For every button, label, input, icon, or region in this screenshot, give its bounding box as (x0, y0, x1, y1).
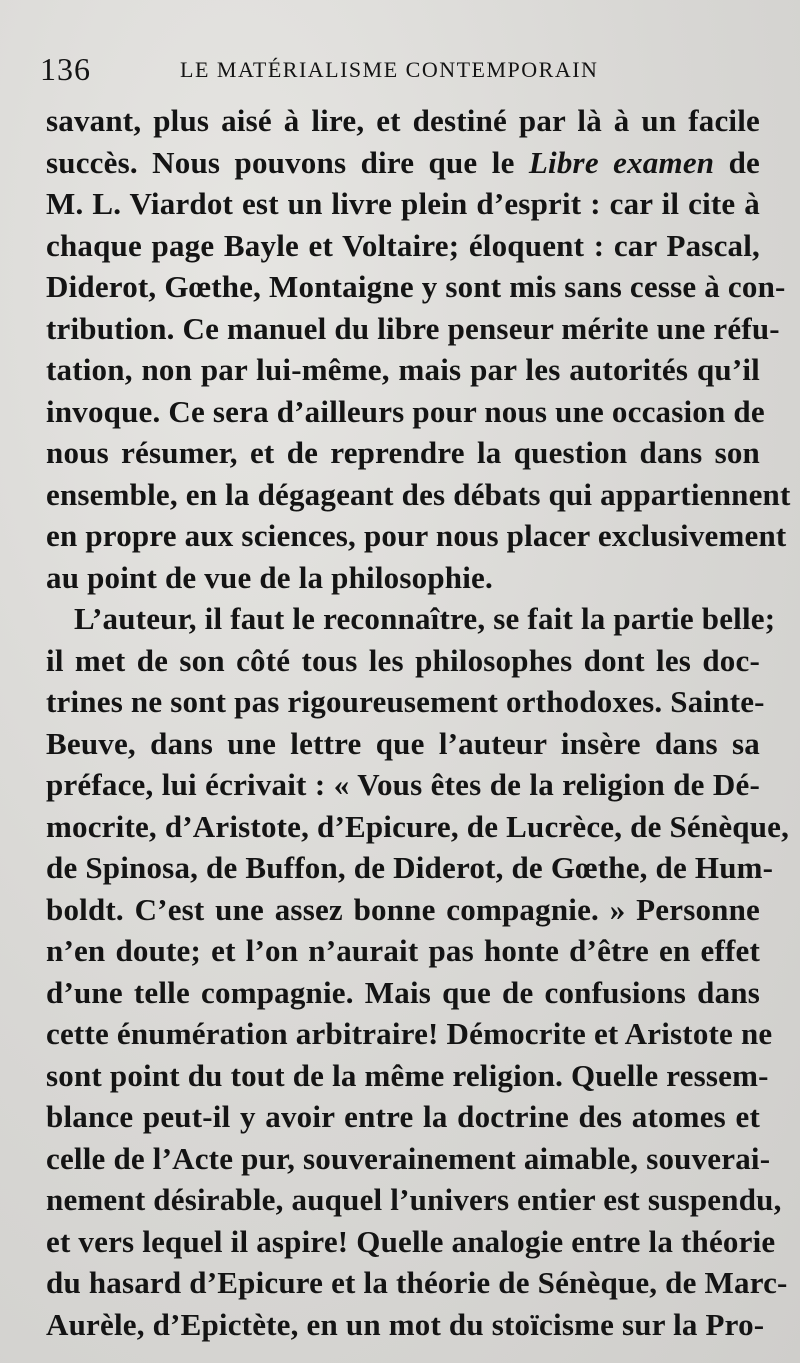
text-line: M. L. Viardot est un livre plein d’esprit : car il cite à (46, 186, 760, 221)
text-line: boldt. C’est une assez bonne compagnie. » Personne (46, 891, 760, 927)
text-line: Diderot, Gœthe, Montaigne y sont mis sans cesse à con- (46, 269, 786, 304)
text-line: au point de vue de la philosophie. (46, 559, 493, 595)
text-line: savant, plus aisé à lire, et destiné par là à un facile (46, 103, 760, 138)
text-line: préface, lui écrivait : « Vous êtes de la religion de Dé- (46, 767, 760, 802)
text-line: Aurèle, d’Epictète, en un mot du stoïcisme sur la Pro- (46, 1306, 765, 1342)
text-line: en propre aux sciences, pour nous placer exclusivement (46, 518, 787, 553)
body-text (46, 100, 791, 1345)
text-line: tribution. Ce manuel du libre penseur mérite une réfu- (46, 310, 780, 346)
text-line: n’en doute; et l’on n’aurait pas honte d’être en effet (46, 933, 760, 968)
text-line: sont point du tout de la même religion. Quelle ressem- (46, 1057, 769, 1093)
text-line: et vers lequel il aspire! Quelle analogie entre la théorie (46, 1223, 776, 1259)
text-line: cette énumération arbitraire! Démocrite et Aristote ne (46, 1016, 773, 1051)
text-line: mocrite, d’Aristote, d’Epicure, de Lucrèce, de Sénèque, (46, 808, 790, 844)
text-line: du hasard d’Epicure et la théorie de Sénèque, de Marc- (46, 1265, 788, 1300)
page-header (40, 44, 760, 94)
text-line: chaque page Bayle et Voltaire; éloquent : car Pascal, (46, 227, 760, 263)
text-line: invoque. Ce sera d’ailleurs pour nous une occasion de (46, 393, 765, 429)
running-title: LE MATÉRIALISME CONTEMPORAIN (180, 57, 599, 82)
text-line: d’une telle compagnie. Mais que de confusions dans (46, 974, 760, 1010)
text-line: trines ne sont pas rigoureusement orthodoxes. Sainte- (46, 684, 765, 719)
book-title-italic: Libre examen (528, 144, 715, 180)
paragraph-1 (46, 100, 791, 598)
text-line: ensemble, en la dégageant des débats qui appartiennent (46, 476, 791, 512)
paragraph-2 (46, 598, 790, 1345)
text-line: Beuve, dans une lettre que l’auteur insère dans sa (46, 725, 760, 761)
text-line: blance peut-il y avoir entre la doctrine des atomes et (46, 1099, 760, 1134)
page-number: 136 (40, 51, 91, 87)
text-line: succès. Nous pouvons dire que le Libre examen de (46, 144, 760, 180)
text-line: celle de l’Acte pur, souverainement aimable, souverai- (46, 1140, 771, 1176)
text-line: il met de son côté tous les philosophes dont les doc- (46, 642, 760, 678)
text-line: de Spinosa, de Buffon, de Diderot, de Gœthe, de Hum- (46, 850, 774, 885)
text-line: tation, non par lui-même, mais par les autorités qu’il (46, 352, 760, 387)
text-line: nous résumer, et de reprendre la question dans son (46, 435, 760, 470)
text-line: L’auteur, il faut le reconnaître, se fait la partie belle; (74, 601, 776, 636)
text-line: nement désirable, auquel l’univers entier est suspendu, (46, 1182, 782, 1217)
